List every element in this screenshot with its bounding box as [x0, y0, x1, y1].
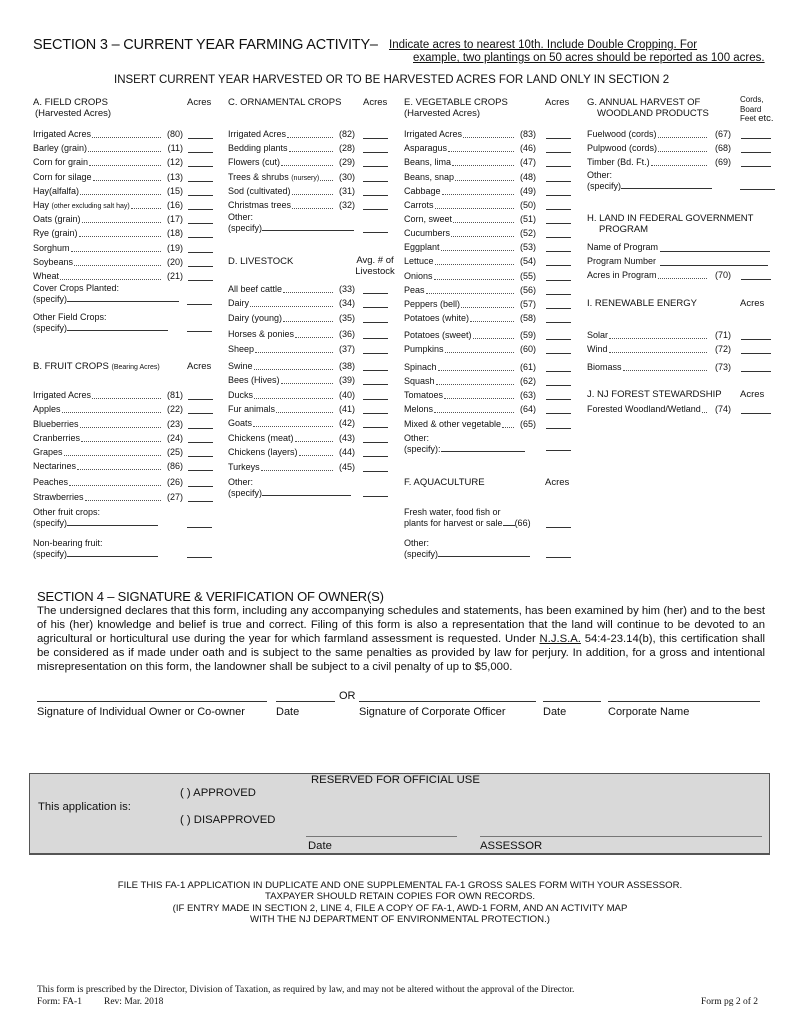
acres-field[interactable]: [363, 152, 388, 153]
list-item: Barley (grain) (11): [33, 142, 218, 154]
acres-field[interactable]: [188, 209, 213, 210]
list-item: Corn, sweet (51): [404, 213, 574, 225]
list-item: Pumpkins (60): [404, 343, 574, 355]
officer-date-label: Date: [543, 706, 567, 718]
list-item: Tomatoes (63): [404, 389, 574, 401]
acres-field[interactable]: [546, 371, 571, 372]
officer-date-field[interactable]: [543, 701, 601, 702]
list-item: Dairy (young) (35): [228, 312, 393, 324]
insert-instruction: INSERT CURRENT YEAR HARVESTED OR TO BE HARVESTED ACRES FOR LAND ONLY IN SECTION 2: [114, 74, 670, 86]
acres-field[interactable]: [188, 470, 213, 471]
aquaculture-title: F. AQUACULTURE: [404, 477, 485, 488]
list-item: Ducks (40): [228, 389, 393, 401]
list-item: Solar (71): [587, 329, 777, 341]
ornamental-crops-title: C. ORNAMENTAL CROPS: [228, 97, 342, 108]
ornamental-other-specify-field[interactable]: [262, 230, 354, 231]
list-item: Biomass (73): [587, 361, 777, 373]
ornamental-other-label: Other:: [228, 212, 254, 222]
acres-field[interactable]: [546, 308, 571, 309]
forest-title: J. NJ FOREST STEWARDSHIP: [587, 389, 722, 400]
forest-unit: Acres: [740, 389, 765, 400]
section4-declaration: The undersigned declares that this form, including any accompanying schedules and statements, has been examined by him (her) and to the best of his (her) knowledge and belief is true and correct. Filing of this form is also a representation that the land will continue to be devoted to an agricultural or horticultural use during the year for which farmland assessment is requested. Under N.J.S.A. 54:4-23.14(b), this certification shall be considered as if made under oath and is subject to the same penalties as provided by law for perjury. In addition, for a gross and intentional misrepresentation on this form, the landowner shall be subject to a civil penalty of up to $5,000.: [37, 605, 765, 673]
corporate-name-field[interactable]: [608, 701, 760, 702]
vegetable-crops-subtitle: (Harvested Acres): [404, 108, 481, 119]
acres-field[interactable]: [363, 307, 388, 308]
program-acres-field[interactable]: [741, 279, 771, 280]
acres-field[interactable]: [363, 399, 388, 400]
list-item: Peaches (26): [33, 476, 218, 488]
program-number-field[interactable]: [660, 265, 768, 266]
list-item: Carrots (50): [404, 199, 574, 211]
aquaculture-other-acres-field[interactable]: [546, 557, 571, 558]
acres-field[interactable]: [546, 251, 571, 252]
assessor-label: ASSESSOR: [480, 840, 543, 852]
acres-field[interactable]: [546, 166, 571, 167]
list-item: Irrigated Acres (83): [404, 128, 574, 140]
cover-crops-label: Cover Crops Planted:: [33, 283, 120, 293]
list-item: Peppers (bell) (57): [404, 298, 574, 310]
aquaculture-fresh-acres-field[interactable]: [546, 527, 571, 528]
other-fruit-specify-field[interactable]: [67, 525, 158, 526]
list-item: Peas (56): [404, 284, 574, 296]
non-bearing-acres-field[interactable]: [187, 557, 212, 558]
renewable-title: I. RENEWABLE ENERGY: [587, 298, 697, 309]
other-field-crops-label: Other Field Crops:: [33, 312, 107, 322]
list-item: Sheep (37): [228, 343, 393, 355]
section3-note-line2: example, two plantings on 50 acres should be reported as 100 acres.: [413, 52, 765, 64]
fruit-crops-unit: Acres: [187, 361, 212, 372]
acres-field[interactable]: [741, 138, 771, 139]
instruction-line4: WITH THE NJ DEPARTMENT OF ENVIRONMENTAL PROTECTION.): [250, 914, 550, 925]
acres-field[interactable]: [188, 501, 213, 502]
list-item: Beans, lima (47): [404, 156, 574, 168]
livestock-other-label: Other:: [228, 477, 254, 487]
list-item: Hay(alfalfa) (15): [33, 185, 218, 197]
list-item: Soybeans (20): [33, 256, 218, 268]
list-item: Chickens (meat) (43): [228, 432, 393, 444]
form-revision: Rev: Mar. 2018: [104, 997, 164, 1007]
program-number-row: Program Number: [587, 255, 777, 267]
woodland-unit: Cords, Board Feet etc.: [740, 95, 774, 124]
acres-field[interactable]: [546, 322, 571, 323]
list-item: Cabbage (49): [404, 185, 574, 197]
list-item: Onions (55): [404, 270, 574, 282]
acres-field[interactable]: [188, 413, 213, 414]
livestock-other-specify-field[interactable]: [262, 495, 351, 496]
cover-crops-specify: (specify): [33, 294, 179, 305]
woodland-other-specify-field[interactable]: [621, 188, 712, 189]
acres-field[interactable]: [546, 413, 571, 414]
list-item: Fur animals (41): [228, 403, 393, 415]
livestock-title: D. LIVESTOCK: [228, 256, 294, 267]
field-crops-unit: Acres: [187, 97, 212, 108]
acres-field[interactable]: [546, 353, 571, 354]
list-item: All beef cattle (33): [228, 283, 393, 295]
owner-date-label: Date: [276, 706, 300, 718]
aquaculture-other-specify: (specify): [404, 549, 530, 560]
aquaculture-unit: Acres: [545, 477, 570, 488]
list-item: Asparagus (46): [404, 142, 574, 154]
acres-field[interactable]: [363, 427, 388, 428]
assessor-signature-field[interactable]: [480, 836, 762, 837]
list-item: Bees (Hives) (39): [228, 374, 393, 386]
livestock-other-specify: (specify): [228, 488, 351, 499]
acres-field[interactable]: [363, 209, 388, 210]
woodland-other-qty-field[interactable]: [740, 189, 775, 190]
woodland-other-label: Other:: [587, 170, 613, 180]
list-item: Sorghum (19): [33, 242, 218, 254]
acres-field[interactable]: [188, 428, 213, 429]
acres-field[interactable]: [363, 195, 388, 196]
aquaculture-fresh-line2: plants for harvest or sale (66): [404, 518, 531, 528]
ornamental-other-acres-field[interactable]: [363, 232, 388, 233]
list-item: Cucumbers (52): [404, 227, 574, 239]
official-date-label: Date: [308, 840, 332, 852]
acres-field[interactable]: [546, 294, 571, 295]
program-name-field[interactable]: [660, 251, 770, 252]
list-item: Pulpwood (cords) (68): [587, 142, 777, 154]
livestock-unit: Avg. # of Livestock: [355, 255, 395, 277]
list-item: Corn for silage (13): [33, 171, 218, 183]
acres-field[interactable]: [188, 456, 213, 457]
list-item: Trees & shrubs (nursery) (30): [228, 171, 393, 183]
acres-field[interactable]: [188, 223, 213, 224]
corporate-name-label: Corporate Name: [608, 706, 690, 718]
section3-note-line1: Indicate acres to nearest 10th. Include Double Cropping. For: [389, 39, 698, 51]
official-use-box: [29, 773, 770, 855]
acres-field[interactable]: [363, 413, 388, 414]
other-field-crops-specify: (specify): [33, 323, 168, 334]
acres-field[interactable]: [363, 384, 388, 385]
or-label: OR: [339, 690, 356, 702]
page-number: Form pg 2 of 2: [701, 997, 758, 1007]
acres-field[interactable]: [363, 181, 388, 182]
program-name-row: Name of Program: [587, 241, 777, 253]
acres-field[interactable]: [546, 209, 571, 210]
acres-field[interactable]: [546, 385, 571, 386]
acres-field[interactable]: [188, 252, 213, 253]
acres-field[interactable]: [188, 280, 213, 281]
list-item: Irrigated Acres (82): [228, 128, 393, 140]
acres-field[interactable]: [546, 138, 571, 139]
acres-field[interactable]: [546, 237, 571, 238]
non-bearing-specify: (specify): [33, 549, 158, 560]
list-item: Irrigated Acres (80): [33, 128, 218, 140]
list-item: Goats (42): [228, 417, 393, 429]
acres-field[interactable]: [546, 195, 571, 196]
list-item: Chickens (layers) (44): [228, 446, 393, 458]
list-item: Spinach (61): [404, 361, 574, 373]
list-item: Squash (62): [404, 375, 574, 387]
approved-option[interactable]: ( ) APPROVED: [180, 787, 256, 799]
owner-signature-label: Signature of Individual Owner or Co-owner: [37, 706, 245, 718]
vegetable-other-specify-field[interactable]: [441, 451, 525, 452]
acres-field[interactable]: [363, 471, 388, 472]
other-field-crops-acres-field[interactable]: [187, 331, 212, 332]
acres-field[interactable]: [363, 442, 388, 443]
acres-field[interactable]: [546, 223, 571, 224]
list-item: Nectarines (86): [33, 460, 218, 472]
acres-field[interactable]: [363, 353, 388, 354]
ornamental-crops-unit: Acres: [363, 97, 388, 108]
list-item: Irrigated Acres (81): [33, 389, 218, 401]
other-fruit-acres-field[interactable]: [187, 527, 212, 528]
forest-acres-field[interactable]: [741, 413, 771, 414]
section4-title: SECTION 4 – SIGNATURE & VERIFICATION OF OWNER(S): [37, 589, 384, 604]
acres-field[interactable]: [188, 152, 213, 153]
list-item: Swine (38): [228, 360, 393, 372]
vegetable-other-acres-field[interactable]: [546, 450, 571, 451]
acres-field[interactable]: [363, 370, 388, 371]
list-item: Blueberries (23): [33, 418, 218, 430]
aquaculture-other-specify-field[interactable]: [438, 556, 530, 557]
list-item: Grapes (25): [33, 446, 218, 458]
program-acres-row: Acres in Program (70): [587, 269, 777, 281]
other-fruit-label: Other fruit crops:: [33, 507, 101, 517]
official-use-title: RESERVED FOR OFFICIAL USE: [311, 774, 480, 786]
list-item: Potatoes (sweet) (59): [404, 329, 574, 341]
acres-field[interactable]: [188, 181, 213, 182]
woodland-other-specify: (specify): [587, 181, 712, 192]
forest-row: Forested Woodland/Wetland (74): [587, 403, 777, 415]
list-item: Strawberries (27): [33, 491, 218, 503]
other-field-crops-specify-field[interactable]: [67, 330, 168, 331]
acres-field[interactable]: [188, 138, 213, 139]
list-item: Potatoes (white) (58): [404, 312, 574, 324]
list-item: Cranberries (24): [33, 432, 218, 444]
list-item: Rye (grain) (18): [33, 227, 218, 239]
acres-field[interactable]: [363, 293, 388, 294]
application-is-label: This application is:: [38, 801, 131, 813]
prescribed-notice: This form is prescribed by the Director, Division of Taxation, as required by law, and may not be altered without the approval of the Director.: [37, 985, 575, 995]
list-item: Apples (22): [33, 403, 218, 415]
other-fruit-specify: (specify): [33, 518, 158, 529]
acres-field[interactable]: [188, 266, 213, 267]
acres-field[interactable]: [363, 456, 388, 457]
federal-title: H. LAND IN FEDERAL GOVERNMENT PROGRAM: [587, 213, 754, 235]
ornamental-other-specify: (specify): [228, 223, 354, 234]
list-item: Flowers (cut) (29): [228, 156, 393, 168]
cover-crops-acres-field[interactable]: [187, 304, 212, 305]
acres-field[interactable]: [363, 322, 388, 323]
list-item: Wind (72): [587, 343, 777, 355]
aquaculture-fresh-line1: Fresh water, food fish or: [404, 507, 501, 517]
instruction-line3: (IF ENTRY MADE IN SECTION 2, LINE 4, FILE A COPY OF FA-1, AWD-1 FORM, AND AN ACTIVITY MAP: [172, 903, 628, 914]
owner-signature-field[interactable]: [37, 701, 267, 702]
list-item: Horses & ponies (36): [228, 328, 393, 340]
acres-field[interactable]: [546, 428, 571, 429]
list-item: Mixed & other vegetable (65): [404, 418, 574, 430]
list-item: Oats (grain) (17): [33, 213, 218, 225]
acres-field[interactable]: [363, 338, 388, 339]
acres-field[interactable]: [363, 166, 388, 167]
vegetable-other-label: Other:: [404, 433, 430, 443]
fruit-crops-title: B. FRUIT CROPS (Bearing Acres): [33, 361, 160, 372]
acres-field[interactable]: [188, 195, 213, 196]
officer-signature-field[interactable]: [359, 701, 536, 702]
list-item: Sod (cultivated) (31): [228, 185, 393, 197]
acres-field[interactable]: [741, 166, 771, 167]
official-date-field[interactable]: [306, 836, 457, 837]
acres-field[interactable]: [546, 280, 571, 281]
owner-date-field[interactable]: [276, 701, 335, 702]
field-crops-title: A. FIELD CROPS: [33, 97, 108, 108]
disapproved-option[interactable]: ( ) DISAPPROVED: [180, 814, 276, 826]
woodland-title: G. ANNUAL HARVEST OF WOODLAND PRODUCTS: [587, 97, 709, 119]
list-item: Bedding plants (28): [228, 142, 393, 154]
acres-field[interactable]: [741, 371, 771, 372]
list-item: Turkeys (45): [228, 461, 393, 473]
livestock-other-count-field[interactable]: [363, 496, 388, 497]
non-bearing-specify-field[interactable]: [67, 556, 158, 557]
section3-title: SECTION 3 – CURRENT YEAR FARMING ACTIVITY–: [33, 37, 378, 53]
acres-field[interactable]: [741, 152, 771, 153]
acres-field[interactable]: [188, 166, 213, 167]
acres-field[interactable]: [363, 138, 388, 139]
non-bearing-label: Non-bearing fruit:: [33, 538, 103, 548]
list-item: Fuelwood (cords) (67): [587, 128, 777, 140]
acres-field[interactable]: [188, 237, 213, 238]
acres-field[interactable]: [188, 486, 213, 487]
acres-field[interactable]: [741, 339, 771, 340]
cover-crops-specify-field[interactable]: [67, 301, 179, 302]
acres-field[interactable]: [546, 339, 571, 340]
acres-field[interactable]: [546, 152, 571, 153]
list-item: Dairy (34): [228, 297, 393, 309]
acres-field[interactable]: [188, 442, 213, 443]
list-item: Lettuce (54): [404, 255, 574, 267]
renewable-unit: Acres: [740, 298, 765, 309]
field-crops-subtitle: (Harvested Acres): [35, 108, 112, 119]
acres-field[interactable]: [188, 399, 213, 400]
aquaculture-other-label: Other:: [404, 538, 430, 548]
officer-signature-label: Signature of Corporate Officer: [359, 706, 506, 718]
vegetable-crops-unit: Acres: [545, 97, 570, 108]
form-id: Form: FA-1: [37, 997, 82, 1007]
instruction-line2: TAXPAYER SHOULD RETAIN COPIES FOR OWN RECORDS.: [264, 891, 536, 902]
acres-field[interactable]: [741, 353, 771, 354]
vegetable-crops-title: E. VEGETABLE CROPS: [404, 97, 508, 108]
list-item: Christmas trees (32): [228, 199, 393, 211]
vegetable-other-specify: (specify):: [404, 444, 525, 455]
list-item: Wheat (21): [33, 270, 218, 282]
acres-field[interactable]: [546, 265, 571, 266]
acres-field[interactable]: [546, 181, 571, 182]
list-item: Eggplant (53): [404, 241, 574, 253]
acres-field[interactable]: [546, 399, 571, 400]
list-item: Beans, snap (48): [404, 171, 574, 183]
list-item: Timber (Bd. Ft.) (69): [587, 156, 777, 168]
instruction-line1: FILE THIS FA-1 APPLICATION IN DUPLICATE AND ONE SUPPLEMENTAL FA-1 GROSS SALES FORM WITH YOUR ASSESSOR.: [117, 880, 683, 891]
list-item: Corn for grain (12): [33, 156, 218, 168]
list-item: Melons (64): [404, 403, 574, 415]
list-item: Hay (other excluding salt hay) (16): [33, 199, 218, 211]
